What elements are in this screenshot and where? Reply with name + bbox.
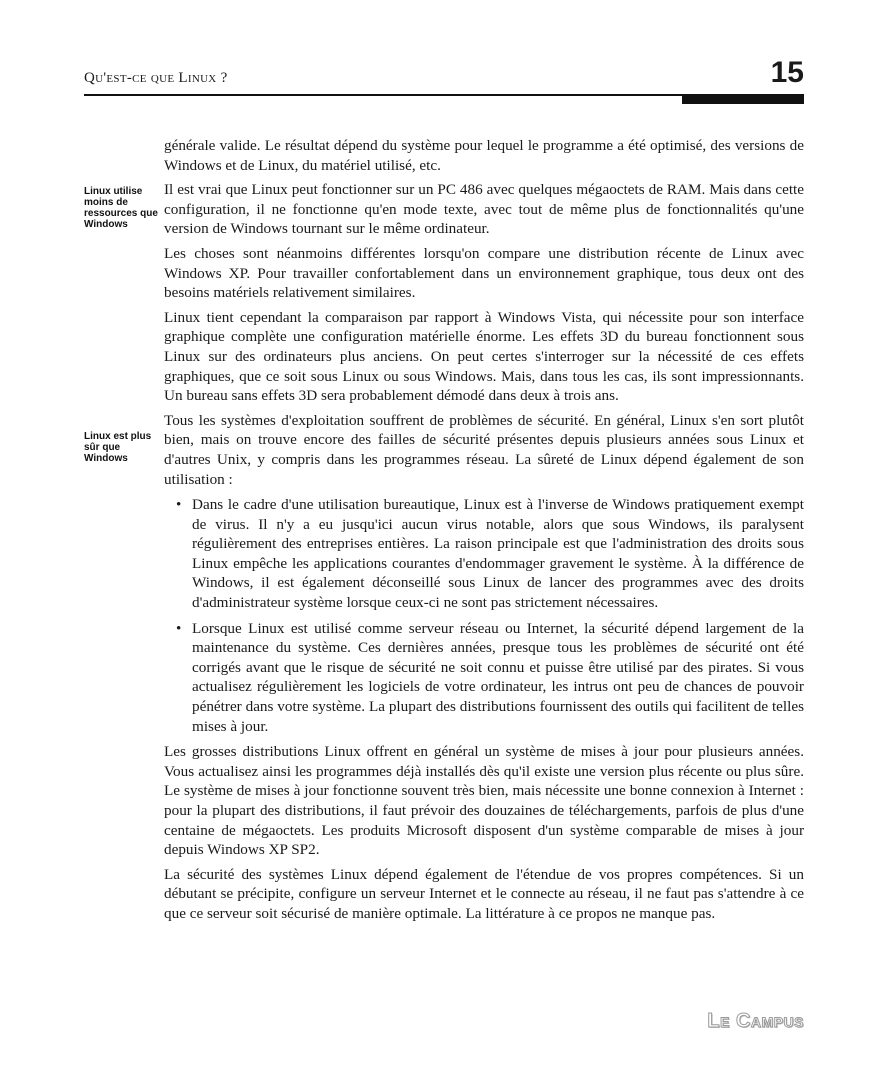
page-header (84, 58, 804, 96)
bullet-list (164, 495, 804, 736)
list-item (176, 495, 804, 613)
header-rule-block (682, 96, 804, 104)
sidenote-resources: Linux utilise moins de ressources que Windows (84, 186, 158, 230)
list-item (176, 619, 804, 737)
paragraph: La sécurité des systèmes Linux dépend également de l'étendue de vos propres compétences. Si un débutant se précipite, configure un serveur Internet et le connecte au réseau, il ne faut pas s'attendre à ce que ce serveur soit sécurisé de manière optimale. La littérature à ce propos ne manque pas. (164, 865, 804, 922)
bullet-icon: • (176, 619, 182, 637)
publisher-logo: Le Campus (707, 1010, 804, 1032)
paragraph: Tous les systèmes d'exploitation souffrent de problèmes de sécurité. En général, Linux s'en sort plutôt bien, mais on trouve encore des failles de sécurité présentes depuis plusieurs années sous Linux et d'autres Unix, y compris dans les programmes réseau. La sûreté de Linux dépend également de son utilisation : (164, 411, 804, 488)
paragraph: Il est vrai que Linux peut fonctionner sur un PC 486 avec quelques mégaoctets de RAM. Mais dans cette configuration, il ne fonctionne qu'en mode texte, avec tout de même plus de fonctionnalités qu'une version de Windows tournant sur le même ordinateur. (164, 181, 804, 238)
paragraph: Les choses sont néanmoins différentes lorsqu'on compare une distribution récente de Linux avec Windows XP. Pour travailler confortablement dans un environnement graphique, tous deux ont des besoins matériels relativement similaires. (164, 244, 804, 302)
main-text (164, 136, 804, 929)
running-title: Qu'est-ce que Linux ? (84, 70, 228, 86)
list-item-text: Lorsque Linux est utilisé comme serveur réseau ou Internet, la sécurité dépend largement de la maintenance du système. Ces dernières années, presque tous les problèmes de sécurité ont été corrigés avant que le risque de sécurité ne soit connu et puisse être utilisé par des pirates. Si vous actualisez régulièrement les logiciels de votre ordinateur, les intrus ont peu de chances de pouvoir pénétrer dans votre système. La plupart des distributions fournissent des outils qui facilitent de telles mises à jour. (192, 619, 804, 735)
sidenote-security: Linux est plus sûr que Windows (84, 431, 152, 464)
paragraph: générale valide. Le résultat dépend du système pour lequel le programme a été optimisé, des versions de Windows et de Linux, du matériel utilisé, etc. (164, 137, 804, 174)
paragraph: Linux tient cependant la comparaison par rapport à Windows Vista, qui nécessite pour son interface graphique complète une configuration matérielle énorme. Les effets 3D du bureau fonctionnent sous Linux sur des ordinateurs plus anciens. On peut certes s'interroger sur la nécessité de ces effets graphiques, que ce soit sous Linux ou sous Windows. Mais, dans tous les cas, ils sont impressionnants. Un bureau sans effets 3D sera probablement démodé dans deux à trois ans. (164, 308, 804, 405)
list-item-text: Dans le cadre d'une utilisation bureautique, Linux est à l'inverse de Windows pratiquement exempt de virus. Il n'y a eu jusqu'ici aucun virus notable, alors que sous Windows, ils paralysent régulièrement des entreprises entières. La raison principale est que l'administration des droits sous Linux empêche les applications courantes d'endommager gravement le système. À la différence de Windows, il est également déconseillé sous Linux de lancer des programmes avec des droits d'administrateur système lorsque ceux-ci ne sont pas strictement nécessaires. (192, 496, 804, 612)
page-number: 15 (770, 56, 804, 89)
bullet-icon: • (176, 496, 182, 514)
paragraph: Les grosses distributions Linux offrent en général un système de mises à jour pour plusieurs années. Vous actualisez ainsi les programmes déjà installés dès qu'il existe une version plus récente ou plus sûre. Le système de mises à jour fonctionne souvent très bien, mais nécessite une bonne connexion à Internet : pour la plupart des distributions, il faut prévoir des douzaines de téléchargements, parfois de plus d'une centaine de mégaoctets. Les produits Microsoft disposent d'un système comparable de mises à jour depuis Windows XP SP2. (164, 743, 804, 859)
